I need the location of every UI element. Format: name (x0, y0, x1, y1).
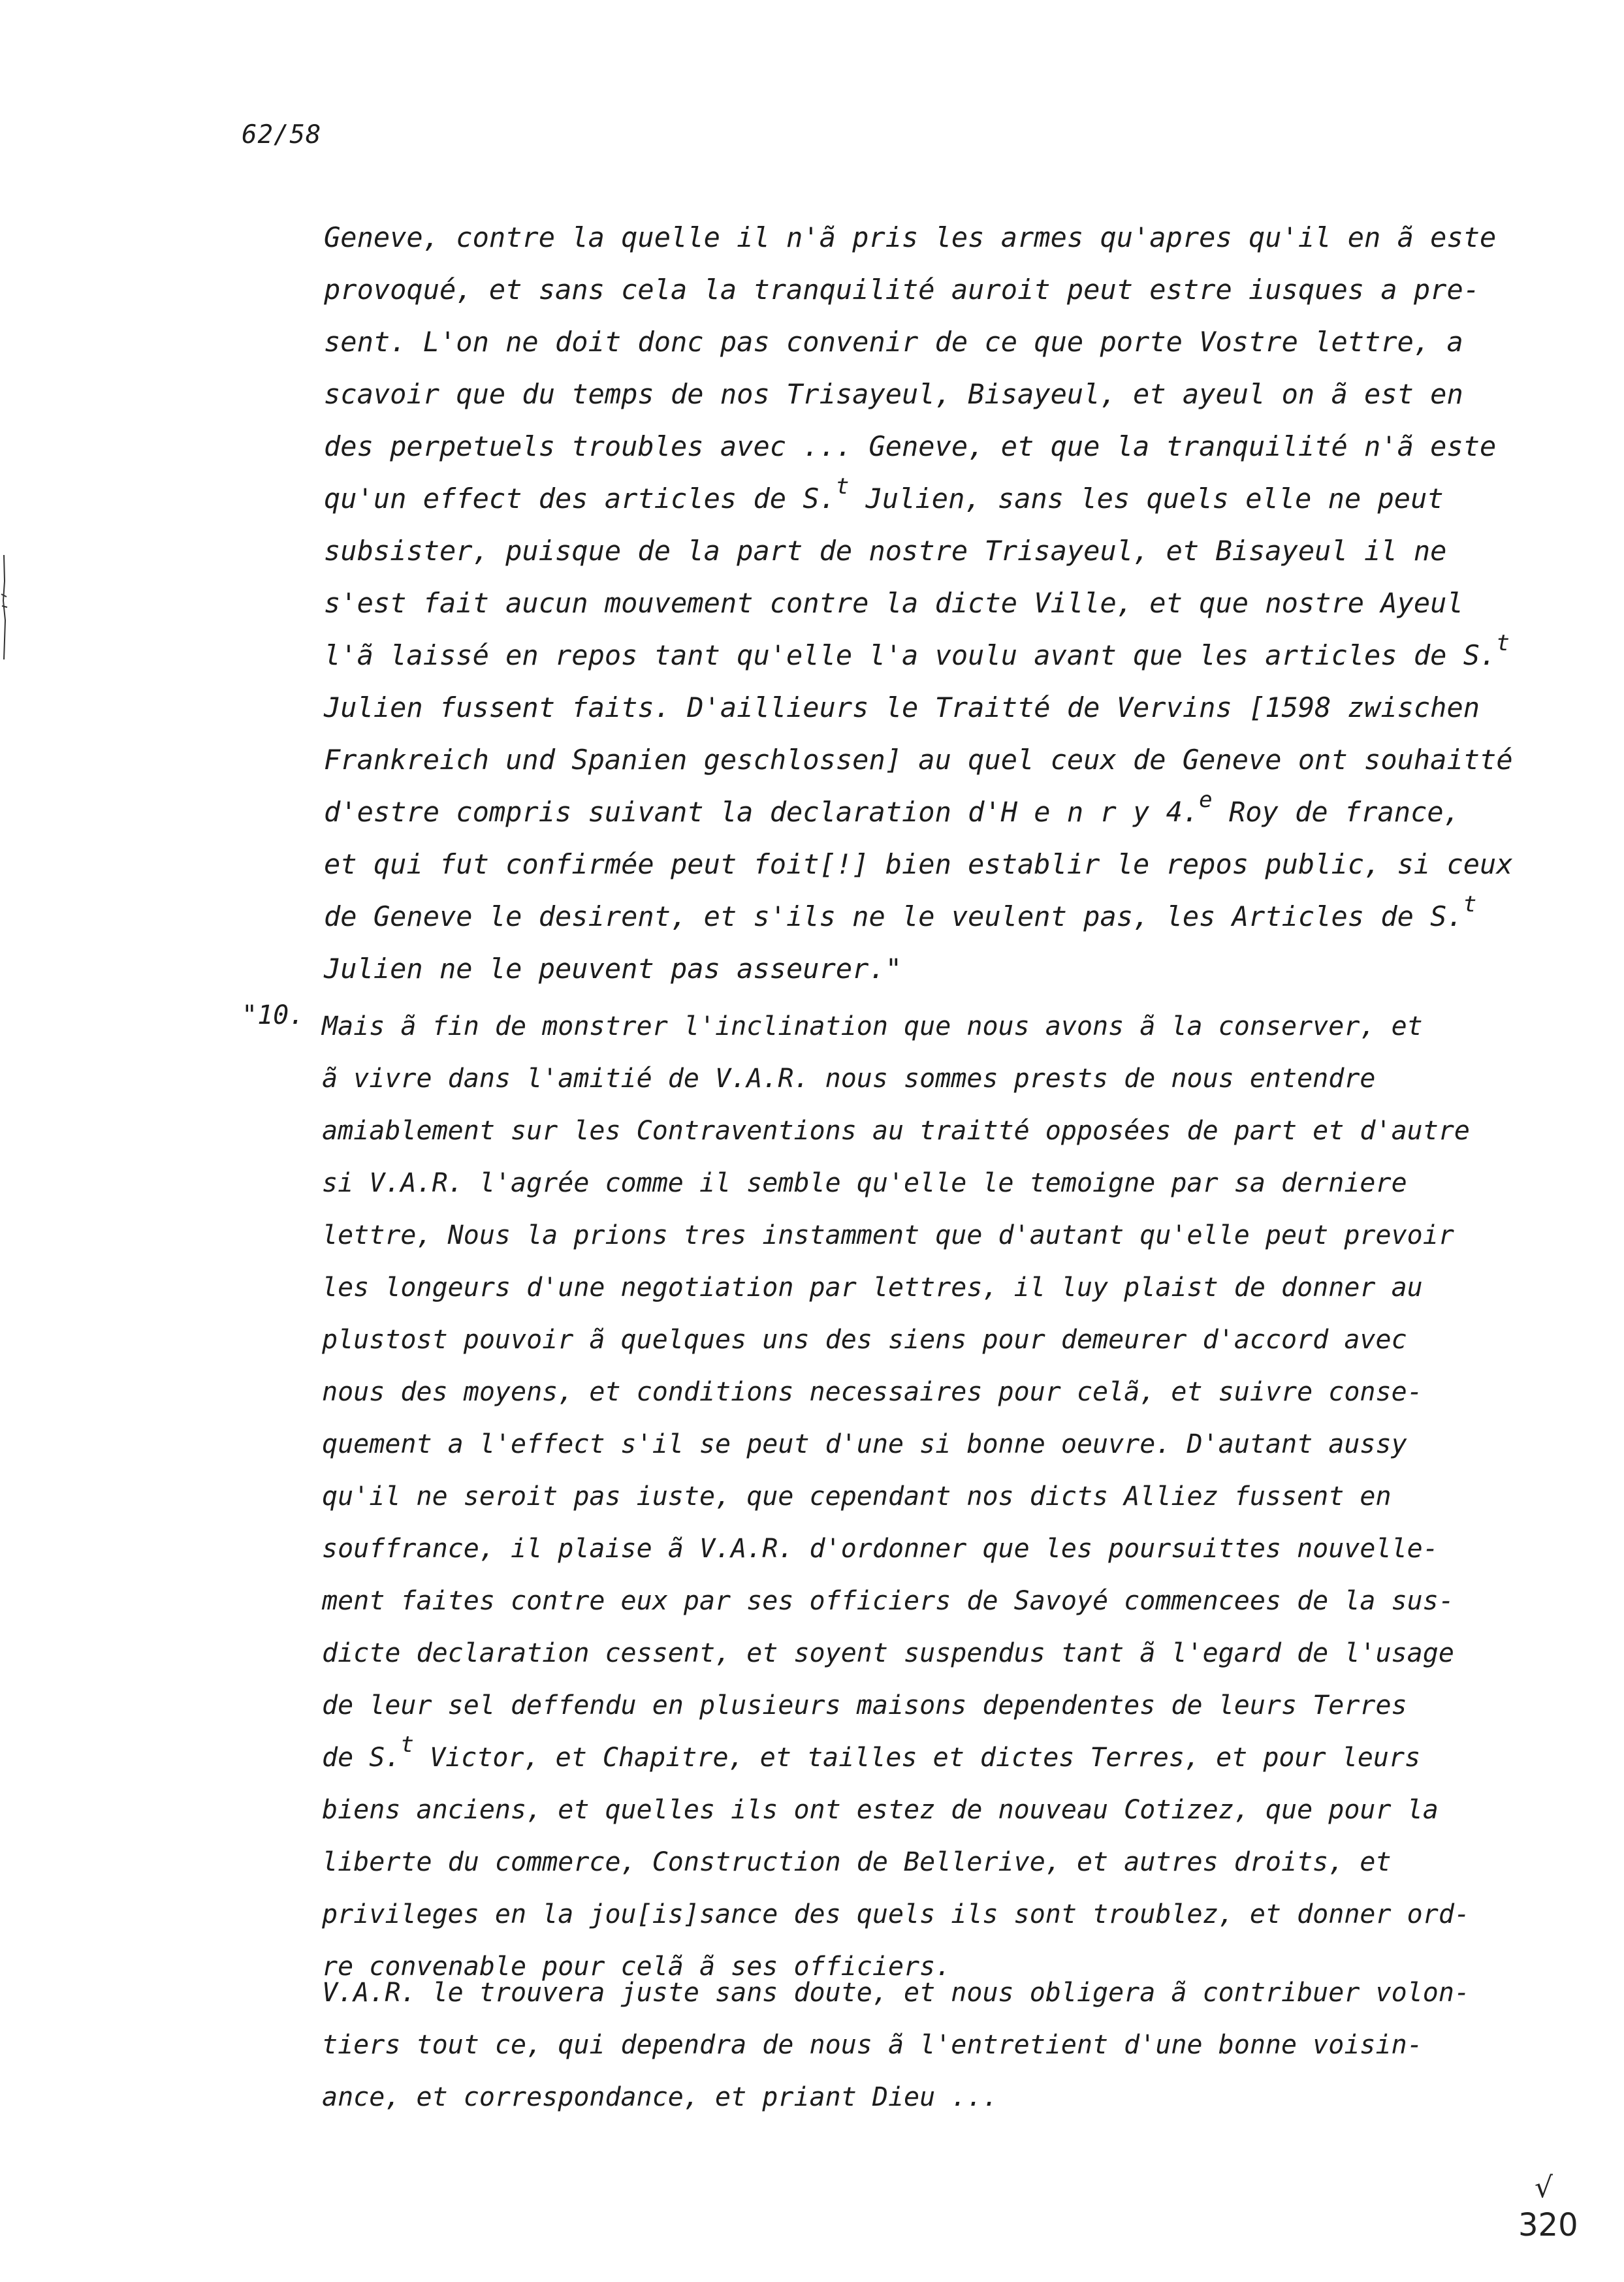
folio-check-mark: √ (1535, 2171, 1553, 2204)
margin-binding-mark (0, 555, 9, 659)
text-line: nous des moyens, et conditions necessaires pour celã, et suivre conse- (322, 1377, 1423, 1407)
text-line: V.A.R. le trouvera juste sans doute, et nous obligera ã contribuer volon- (322, 1978, 1470, 2008)
text-line: s'est fait aucun mouvement contre la dicte Ville, et que nostre Ayeul (324, 587, 1463, 619)
text-segment: Roy de france, (1212, 796, 1460, 828)
letter-paragraph-10 (322, 1000, 1530, 1993)
superscript: t (400, 1732, 414, 1758)
superscript: e (1199, 787, 1213, 813)
text-line: et qui fut confirmée peut foit[!] bien establir le repos public, si ceux (324, 848, 1513, 880)
page-number: 62/58 (242, 120, 322, 150)
text-line: Frankreich und Spanien geschlossen] au quel ceux de Geneve ont souhaitté (324, 744, 1513, 776)
letter-closing-paragraph (322, 1967, 1530, 2123)
text-line (322, 1732, 1530, 1784)
text-line (324, 891, 1532, 943)
text-line: re convenable pour celã ã ses officiers. (322, 1952, 951, 1982)
text-line: plustost pouvoir ã quelques uns des siens pour demeurer d'accord avec (322, 1325, 1407, 1355)
text-line: souffrance, il plaise ã V.A.R. d'ordonner que les poursuittes nouvelle- (322, 1534, 1439, 1564)
text-line: lettre, Nous la prions tres instamment que d'autant qu'elle peut prevoir (322, 1220, 1454, 1250)
text-line: qu'il ne seroit pas iuste, que cependant nos dicts Alliez fussent en (322, 1482, 1392, 1512)
text-segment: l'ã laissé en repos tant qu'elle l'a voulu avant que les articles de S. (324, 639, 1497, 671)
text-line: dicte declaration cessent, et soyent suspendus tant ã l'egard de l'usage (322, 1638, 1454, 1668)
text-segment: qu'un effect des articles de S. (324, 483, 836, 515)
superscript: t (1496, 630, 1510, 656)
text-line: amiablement sur les Contraventions au traitté opposées de part et d'autre (322, 1116, 1470, 1146)
text-line: si V.A.R. l'agrée comme il semble qu'elle le temoigne par sa derniere (322, 1168, 1407, 1198)
text-segment: de Geneve le desirent, et s'ils ne le veulent pas, les Articles de S. (324, 900, 1463, 932)
text-line: liberte du commerce, Construction de Bellerive, et autres droits, et (322, 1847, 1392, 1877)
text-line: subsister, puisque de la part de nostre Trisayeul, et Bisayeul il ne (324, 535, 1447, 567)
text-line (324, 629, 1532, 682)
folio-number: 320 (1518, 2207, 1578, 2243)
text-line: ã vivre dans l'amitié de V.A.R. nous sommes prests de nous entendre (322, 1064, 1376, 1094)
text-line: provoqué, et sans cela la tranquilité auroit peut estre iusques a pre- (324, 274, 1480, 306)
text-line: privileges en la jou[is]sance des quels ils sont troublez, et donner ord- (322, 1899, 1470, 1929)
text-segment: de S. (322, 1743, 401, 1773)
text-line: ment faites contre eux par ses officiers de Savoyé commencees de la sus- (322, 1586, 1454, 1616)
text-line: des perpetuels troubles avec ... Geneve, et que la tranquilité n'ã este (324, 430, 1497, 462)
text-line (324, 473, 1532, 525)
text-line: scavoir que du temps de nos Trisayeul, Bisayeul, et ayeul on ã est en (324, 378, 1463, 410)
text-line: Julien ne le peuvent pas asseurer." (324, 953, 902, 985)
text-line: Julien fussent faits. D'aillieurs le Traitté de Vervins [1598 zwischen (324, 691, 1480, 723)
text-line: les longeurs d'une negotiation par lettres, il luy plaist de donner au (322, 1273, 1423, 1303)
text-segment: d'estre compris suivant la declaration d'H e n r y 4. (324, 796, 1200, 828)
superscript: t (1463, 891, 1477, 917)
superscript: t (835, 473, 850, 499)
letter-paragraph-1 (324, 212, 1532, 995)
text-line: Mais ã fin de monstrer l'inclination que nous avons ã la conserver, et (322, 1011, 1423, 1041)
text-line: de leur sel deffendu en plusieurs maisons dependentes de leurs Terres (322, 1690, 1407, 1720)
text-segment: Julien, sans les quels elle ne peut (849, 483, 1444, 515)
text-line (324, 786, 1532, 838)
text-line: biens anciens, et quelles ils ont estez de nouveau Cotizez, que pour la (322, 1795, 1439, 1825)
paragraph-number-10: "10. (242, 1000, 305, 1030)
text-line: Geneve, contre la quelle il n'ã pris les armes qu'apres qu'il en ã este (324, 221, 1497, 253)
text-line: quement a l'effect s'il se peut d'une si bonne oeuvre. D'autant aussy (322, 1429, 1407, 1459)
text-segment: Victor, et Chapitre, et tailles et dictes Terres, et pour leurs (413, 1743, 1421, 1773)
text-line: sent. L'on ne doit donc pas convenir de ce que porte Vostre lettre, a (324, 326, 1463, 358)
text-line: tiers tout ce, qui dependra de nous ã l'entretient d'une bonne voisin- (322, 2030, 1423, 2060)
text-line: ance, et correspondance, et priant Dieu ... (322, 2082, 998, 2112)
